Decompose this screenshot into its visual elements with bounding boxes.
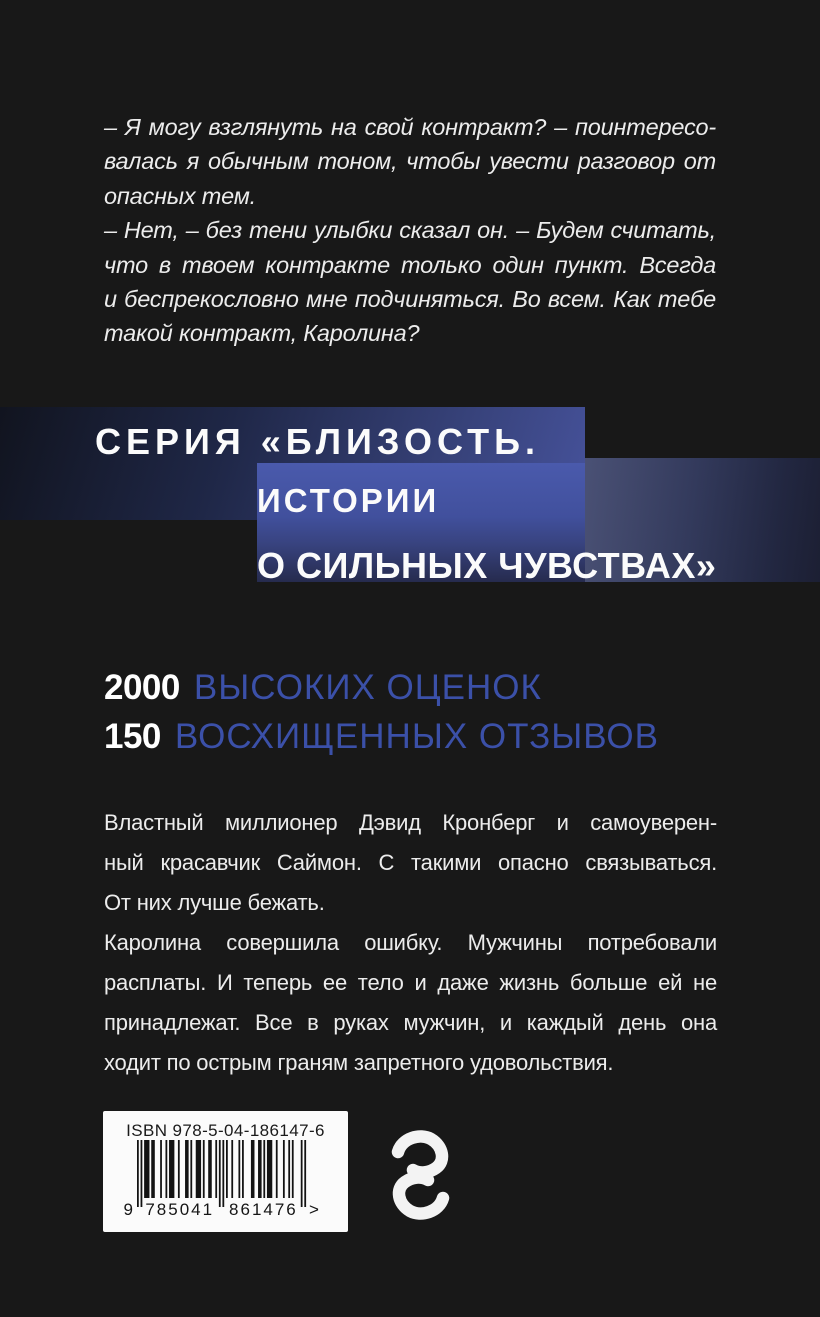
text-line: что в твоем контракте только один пункт. Всегда — [104, 251, 716, 278]
eksmo-logo — [391, 1131, 450, 1219]
isbn-text: ISBN 978-5-04-186147-6 — [126, 1121, 325, 1140]
text-line: – Нет, – без тени улыбки сказал он. – Будем считать, — [104, 217, 716, 244]
quote-text — [104, 110, 716, 351]
series-title-line-2: ИСТОРИИ — [257, 482, 440, 519]
text-line: валась я обычным тоном, чтобы увести разговор от — [104, 148, 716, 175]
text-line: ный красавчик Саймон. С такими опасно связываться. — [104, 850, 717, 875]
text-line: расплаты. И теперь ее тело и даже жизнь больше ей не — [104, 970, 717, 995]
stat-number: 2000 — [104, 668, 180, 707]
stat-label: ВОСХИЩЕННЫХ ОТЗЫВОВ — [174, 717, 659, 756]
text-line: такой контракт, Каролина? — [104, 320, 420, 347]
stat-number: 150 — [104, 717, 161, 756]
text-line: – Я могу взглянуть на свой контракт? – поинтересо- — [104, 114, 716, 140]
svg-text:861476: 861476 — [229, 1200, 298, 1219]
stat-label: ВЫСОКИХ ОЦЕНОК — [193, 668, 542, 707]
text-line: Властный миллионер Дэвид Кронберг и самоуверен- — [104, 810, 717, 835]
annotation-text — [104, 803, 717, 1083]
text-line: От них лучше бежать. — [104, 890, 325, 915]
text-line: ходит по острым граням запретного удовольствия. — [104, 1050, 614, 1075]
series-title-line-1: СЕРИЯ «БЛИЗОСТЬ. — [95, 421, 540, 462]
ean13-barcode — [103, 1140, 348, 1232]
text-line: опасных тем. — [104, 182, 256, 209]
svg-text:>: > — [309, 1200, 319, 1219]
text-line: и беспрекословно мне подчиняться. Во всем. Как тебе — [104, 286, 716, 313]
barcode — [103, 1111, 348, 1232]
eksmo-logo-icon — [391, 1131, 450, 1219]
stat-row-reviews — [104, 719, 659, 754]
stat-row-ratings — [104, 670, 542, 705]
svg-text:9: 9 — [123, 1200, 133, 1219]
text-line: принадлежат. Все в руках мужчин, и каждый день она — [104, 1010, 717, 1035]
svg-text:785041: 785041 — [145, 1200, 215, 1219]
series-title-line-3: О СИЛЬНЫХ ЧУВСТВАХ» — [257, 545, 717, 586]
text-line: Каролина совершила ошибку. Мужчины потребовали — [104, 930, 717, 955]
